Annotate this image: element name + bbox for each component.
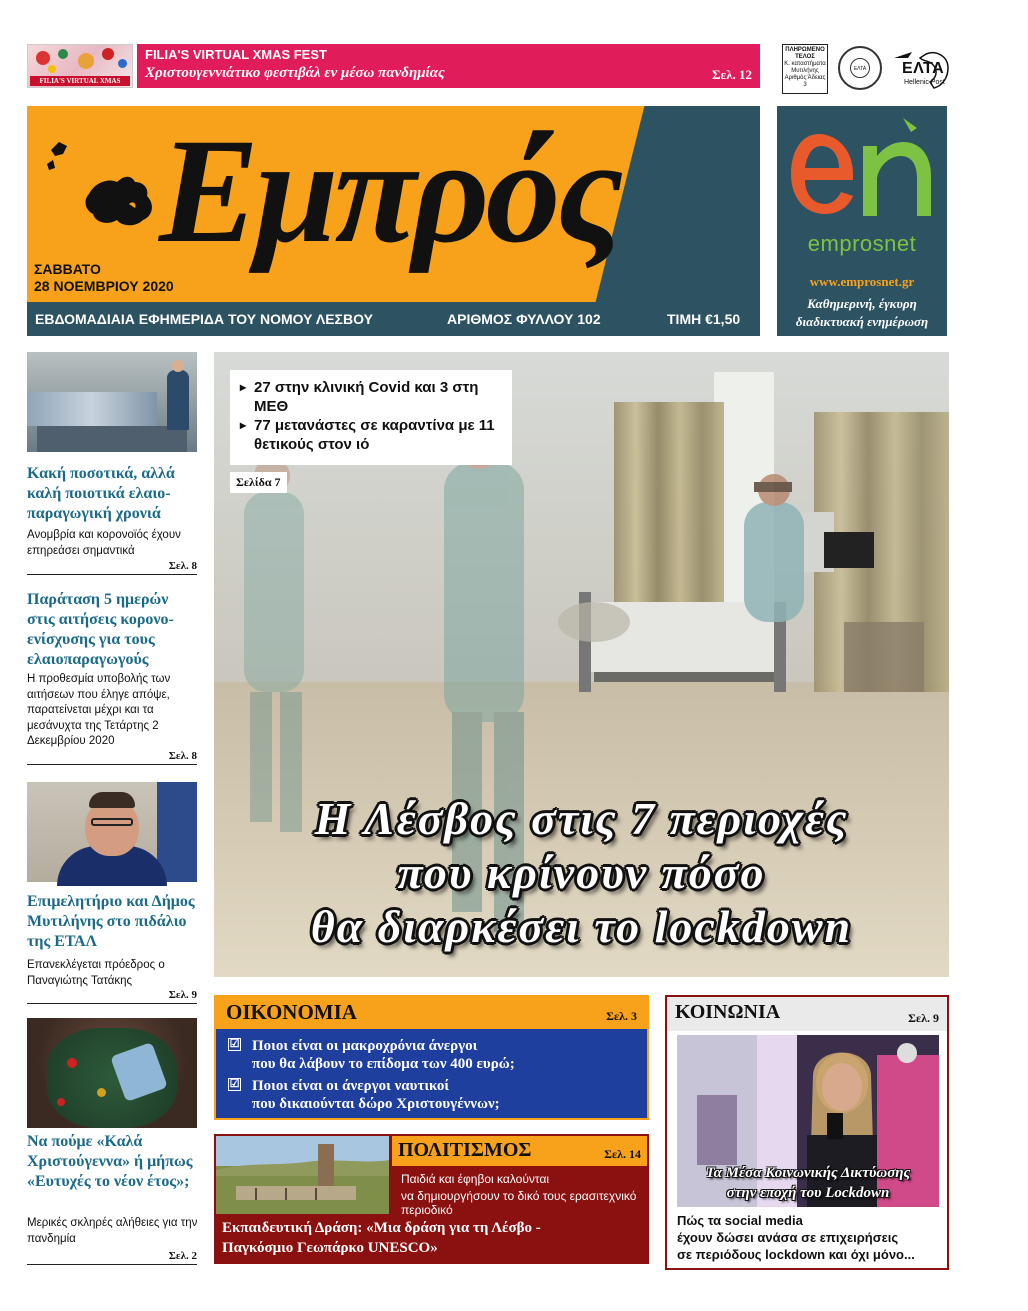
issue-day: ΣΑΒΒΑΤΟ [34,261,101,277]
society-caption-1: Τα Μέσα Κοινωνικής Δικτύωσης [705,1165,911,1181]
xmas-fest-thumbnail [27,44,133,95]
paid-line2: ΤΕΛΟΣ [795,54,815,60]
sidebar-body-christmas: Μερικές σκληρές αλήθειες για την πανδημία [27,1217,198,1245]
economy-header [216,997,647,1029]
elta-wordmark: ΕΛΤΑ [902,60,945,77]
xmas-title: Χριστουγεννιάτικο φεστιβάλ εν μέσω πανδημίας [145,65,445,81]
xmas-fest-bar [137,44,760,88]
social-media-photo [677,1035,939,1207]
masthead-info-strip [27,302,760,336]
sidebar-page-christmas: Σελ. 2 [27,1250,197,1265]
tatakis-portrait-photo [27,782,197,882]
issue-number: ΑΡΙΘΜΟΣ ΦΥΛΛΟΥ 102 [447,311,601,327]
postal-marks [782,44,952,94]
geopark-photo [216,1136,389,1214]
story-bullet-1: ▸ 27 στην κλινική Covid και 3 στη ΜΕΘ [240,378,502,416]
society-section-title: ΚΟΙΝΩΝΙΑ [675,1001,781,1023]
story-bullet-2: ▸ 77 μετανάστες σε καραντίνα με 11 θετικούς στον ιό [240,416,502,454]
culture-deck-line-1: Παιδιά και έφηβοι καλούνται [401,1172,550,1186]
christmas-mask-photo [27,1018,197,1128]
xmas-thumb-label: FILIA'S VIRTUAL XMAS FEST [30,76,130,86]
culture-headline-line-1[interactable]: Εκπαιδευτική Δράση: «Μια δράση για τη Λέσβο - [222,1220,541,1236]
xmas-fest-banner[interactable] [27,44,760,95]
sidebar-headline-christmas[interactable]: Να πούμε «Καλά Χριστούγεννα» ή μήπως «Ευτυχές το νέον έτος»; [27,1133,193,1190]
sidebar-headline-extension[interactable]: Παράταση 5 ημερών στις αιτήσεις κορονο-ενίσχυσης για τους ελαιοπαραγωγούς [27,591,174,668]
paid-line4: Μυτιλήνης [791,68,819,74]
main-headline-line-1: Η Λέσβος στις 7 περιοχές [314,793,849,844]
economy-item-2-line-1: Ποιοι είναι οι άνεργοι ναυτικοί [252,1078,450,1094]
lesvos-island-icon [37,124,167,234]
main-story[interactable] [214,352,949,977]
society-caption-2: στην εποχή του Lockdown [726,1185,890,1201]
economy-item[interactable] [228,1037,638,1073]
newspaper-subtitle: ΕΒΔΟΜΑΔΙΑΙΑ ΕΦΗΜΕΡΙΔΑ ΤΟΥ ΝΟΜΟΥ ΛΕΣΒΟΥ [35,311,373,327]
postage-paid-box [782,44,828,94]
circular-stamp [838,46,882,90]
masthead-dark-panel [670,106,760,302]
issue-price: ΤΙΜΗ €1,50 [667,311,741,327]
society-page-ref: Σελ. 9 [908,1011,939,1025]
emprosnet-url[interactable]: www.emprosnet.gr [809,274,915,289]
masthead [27,106,760,336]
main-headline-line-3: θα διαρκέσει το lockdown [310,901,853,952]
sidebar-page-etal: Σελ. 9 [27,989,197,1004]
sidebar-body-extension: Η προθεσμία υποβολής των αιτήσεων που έληγε απόψε, παρατείνεται μέχρι και τα μεσάνυχτα της Τετάρτης 2 Δεκεμβρίου 2020 [27,673,171,747]
olive-mill-photo [27,352,197,452]
emprosnet-tagline-2: διαδικτυακή ενημέρωση [795,314,929,329]
story-bullets [230,370,512,465]
elta-subtitle: Hellenic Post [904,79,945,86]
sidebar-page-olive: Σελ. 8 [27,560,197,575]
sidebar-page-extension: Σελ. 8 [27,750,197,765]
checkbox-icon: ☑ [229,1078,240,1090]
culture-deck-line-2: να δημιουργήσουν το δικό τους ερασιτεχνικό περιοδικό [401,1189,637,1217]
emprosnet-promo[interactable] [777,106,947,336]
checkbox-icon: ☑ [229,1038,240,1050]
economy-box[interactable] [214,995,649,1120]
paid-line5: Αριθμός Άδειας [784,75,826,81]
xmas-kicker: FILIA'S VIRTUAL XMAS FEST [145,47,327,62]
elta-logo [890,48,952,92]
paid-line1: ΠΛΗΡΩΜΕΝΟ [785,47,825,53]
newspaper-title: Εμπρός [159,108,620,274]
society-body-line-2: έχουν δώσει ανάσα σε επιχειρήσεις [677,1230,899,1245]
main-headline[interactable] [214,792,949,954]
paid-line3: Κ. καταστήματα [784,61,826,67]
sidebar-body-etal: Επανεκλέγεται πρόεδρος ο Παναγιώτης Τατάκης [27,959,165,987]
culture-page-ref: Σελ. 14 [604,1147,641,1161]
sidebar-body-olive: Ανομβρία και κορονοϊός έχουν επηρεάσει σημαντικά [27,529,181,557]
issue-date: 28 ΝΟΕΜΒΡΙΟΥ 2020 [34,278,174,294]
paid-line6: 3 [803,82,807,88]
story-page-ref: Σελίδα 7 [230,472,287,493]
economy-item-1-line-1: Ποιοι είναι οι μακροχρόνια άνεργοι [252,1038,478,1054]
xmas-page-ref: Σελ. 12 [712,67,752,82]
stamp-text: ΕΛΤΑ [850,58,870,78]
economy-item-1-line-2: που θα λάβουν το επίδομα των 400 ευρώ; [252,1056,515,1072]
emprosnet-name: emprosnet [807,231,917,256]
emprosnet-tagline-1: Καθημερινή, έγκυρη [807,296,917,311]
economy-section-title: ΟΙΚΟΝΟΜΙΑ [226,1000,357,1024]
economy-item[interactable] [228,1077,638,1113]
economy-page-ref: Σελ. 3 [606,1009,637,1023]
sidebar-headline-olive[interactable]: Κακή ποσοτικά, αλλά καλή ποιοτικά ελαιο-παραγωγική χρονιά [27,465,175,522]
culture-section-title: ΠΟΛΙΤΙΣΜΟΣ [398,1139,532,1161]
society-header [667,997,947,1031]
culture-box[interactable] [214,1134,649,1264]
society-body-line-1: Πώς τα social media [677,1213,803,1228]
society-body-line-3: σε περιόδους lockdown και όχι μόνο... [677,1247,915,1262]
economy-item-2-line-2: που δικαιούνται δώρο Χριστουγέννων; [252,1096,500,1112]
sidebar-headline-etal[interactable]: Επιμελητήριο και Δήμος Μυτιλήνης στο πιδάλιο της ΕΤΑΛ [27,893,195,950]
society-box[interactable] [665,995,949,1270]
culture-header [392,1136,647,1166]
main-headline-line-2: που κρίνουν πόσο [397,847,766,898]
culture-headline-line-2[interactable]: Παγκόσμιο Γεωπάρκο UNESCO» [222,1240,438,1256]
